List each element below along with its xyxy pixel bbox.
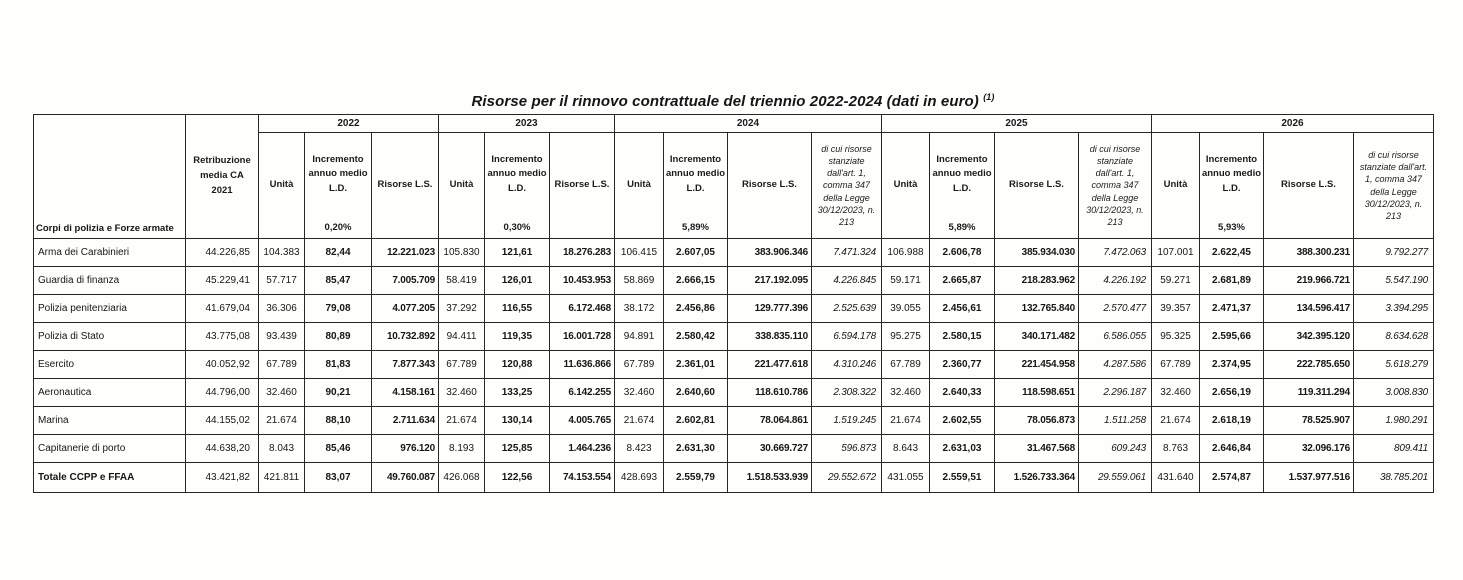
unita-header-2022: Unità xyxy=(259,133,305,239)
cell-unita-2023: 32.460 xyxy=(439,379,485,407)
row-label: Aeronautica xyxy=(34,379,186,407)
cell-risorse-2024: 217.192.095 xyxy=(728,267,812,295)
cell-risorse-2023: 1.464.236 xyxy=(550,435,615,463)
row-label: Guardia di finanza xyxy=(34,267,186,295)
cell-unita-2022: 67.789 xyxy=(259,351,305,379)
cell-risorse-2023: 10.453.953 xyxy=(550,267,615,295)
header-year-row xyxy=(34,115,1434,133)
dicui-header-2025: di cui risorse stanziate dall'art. 1, comma 347 della Legge 30/12/2023, n. 213 xyxy=(1079,133,1152,239)
table-row xyxy=(34,267,1434,295)
risorse-header-2026: Risorse L.S. xyxy=(1264,133,1354,239)
cell-incremento-2025: 2.580,15 xyxy=(930,323,995,351)
cell-unita-2024: 106.415 xyxy=(615,239,664,267)
cell-unita-2024: 32.460 xyxy=(615,379,664,407)
cell-risorse-2026: 119.311.294 xyxy=(1264,379,1354,407)
cell-incremento-2025: 2.640,33 xyxy=(930,379,995,407)
cell-dicui-2024: 6.594.178 xyxy=(812,323,882,351)
cell-dicui-2024: 2.525.639 xyxy=(812,295,882,323)
cell-incremento-2022: 81,83 xyxy=(305,351,372,379)
row-label: Polizia di Stato xyxy=(34,323,186,351)
cell-risorse-2024: 221.477.618 xyxy=(728,351,812,379)
cell-unita-2023: 426.068 xyxy=(439,463,485,493)
row-label: Totale CCPP e FFAA xyxy=(34,463,186,493)
cell-unita-2022: 93.439 xyxy=(259,323,305,351)
cell-dicui-2026: 3.394.295 xyxy=(1354,295,1434,323)
cell-retribuzione: 44.226,85 xyxy=(186,239,259,267)
table-head xyxy=(34,115,1434,239)
table-row xyxy=(34,239,1434,267)
cell-unita-2022: 57.717 xyxy=(259,267,305,295)
cell-incremento-2023: 122,56 xyxy=(485,463,550,493)
cell-unita-2025: 106.988 xyxy=(882,239,930,267)
cell-unita-2025: 32.460 xyxy=(882,379,930,407)
row-label: Marina xyxy=(34,407,186,435)
incremento-header-2023 xyxy=(485,133,550,239)
cell-unita-2025: 59.171 xyxy=(882,267,930,295)
dicui-header-2024: di cui risorse stanziate dall'art. 1, comma 347 della Legge 30/12/2023, n. 213 xyxy=(812,133,882,239)
cell-risorse-2026: 134.596.417 xyxy=(1264,295,1354,323)
incremento-percentage-2026: 5,93% xyxy=(1218,221,1245,233)
cell-risorse-2025: 385.934.030 xyxy=(995,239,1079,267)
cell-unita-2024: 8.423 xyxy=(615,435,664,463)
cell-unita-2022: 104.383 xyxy=(259,239,305,267)
cell-risorse-2023: 11.636.866 xyxy=(550,351,615,379)
cell-incremento-2022: 79,08 xyxy=(305,295,372,323)
corner-header-label: Corpi di polizia e Forze armate xyxy=(36,223,174,234)
cell-incremento-2025: 2.631,03 xyxy=(930,435,995,463)
cell-unita-2024: 67.789 xyxy=(615,351,664,379)
cell-incremento-2022: 85,47 xyxy=(305,267,372,295)
cell-incremento-2023: 126,01 xyxy=(485,267,550,295)
cell-unita-2026: 67.789 xyxy=(1152,351,1200,379)
cell-dicui-2024: 596.873 xyxy=(812,435,882,463)
cell-unita-2025: 431.055 xyxy=(882,463,930,493)
table-row-total xyxy=(34,463,1434,493)
footnote-marker: (1) xyxy=(983,92,995,102)
cell-incremento-2024: 2.580,42 xyxy=(664,323,728,351)
cell-unita-2025: 21.674 xyxy=(882,407,930,435)
cell-risorse-2022: 4.077.205 xyxy=(372,295,439,323)
cell-unita-2024: 21.674 xyxy=(615,407,664,435)
cell-risorse-2025: 1.526.733.364 xyxy=(995,463,1079,493)
risorse-header-2025: Risorse L.S. xyxy=(995,133,1079,239)
cell-risorse-2023: 16.001.728 xyxy=(550,323,615,351)
cell-incremento-2024: 2.631,30 xyxy=(664,435,728,463)
cell-dicui-2024: 29.552.672 xyxy=(812,463,882,493)
cell-retribuzione: 44.638,20 xyxy=(186,435,259,463)
cell-risorse-2024: 118.610.786 xyxy=(728,379,812,407)
table-row xyxy=(34,323,1434,351)
unita-header-2025: Unità xyxy=(882,133,930,239)
cell-risorse-2022: 976.120 xyxy=(372,435,439,463)
cell-risorse-2025: 340.171.482 xyxy=(995,323,1079,351)
year-header-2026: 2026 xyxy=(1152,115,1434,133)
cell-risorse-2024: 383.906.346 xyxy=(728,239,812,267)
cell-incremento-2022: 88,10 xyxy=(305,407,372,435)
cell-retribuzione: 44.155,02 xyxy=(186,407,259,435)
cell-dicui-2026: 5.547.190 xyxy=(1354,267,1434,295)
cell-incremento-2022: 85,46 xyxy=(305,435,372,463)
row-label: Esercito xyxy=(34,351,186,379)
cell-unita-2023: 21.674 xyxy=(439,407,485,435)
cell-unita-2022: 36.306 xyxy=(259,295,305,323)
cell-incremento-2024: 2.456,86 xyxy=(664,295,728,323)
cell-risorse-2026: 32.096.176 xyxy=(1264,435,1354,463)
cell-retribuzione: 40.052,92 xyxy=(186,351,259,379)
table-row xyxy=(34,295,1434,323)
unita-header-2023: Unità xyxy=(439,133,485,239)
cell-dicui-2026: 3.008.830 xyxy=(1354,379,1434,407)
cell-unita-2024: 94.891 xyxy=(615,323,664,351)
cell-unita-2024: 428.693 xyxy=(615,463,664,493)
cell-incremento-2026: 2.656,19 xyxy=(1200,379,1264,407)
cell-risorse-2022: 2.711.634 xyxy=(372,407,439,435)
cell-retribuzione: 45.229,41 xyxy=(186,267,259,295)
cell-unita-2023: 105.830 xyxy=(439,239,485,267)
cell-dicui-2026: 1.980.291 xyxy=(1354,407,1434,435)
cell-unita-2022: 8.043 xyxy=(259,435,305,463)
cell-retribuzione: 43.421,82 xyxy=(186,463,259,493)
cell-retribuzione: 43.775,08 xyxy=(186,323,259,351)
table-row xyxy=(34,407,1434,435)
year-header-2025: 2025 xyxy=(882,115,1152,133)
cell-risorse-2025: 118.598.651 xyxy=(995,379,1079,407)
cell-risorse-2025: 78.056.873 xyxy=(995,407,1079,435)
cell-risorse-2025: 31.467.568 xyxy=(995,435,1079,463)
cell-risorse-2022: 7.005.709 xyxy=(372,267,439,295)
row-label: Arma dei Carabinieri xyxy=(34,239,186,267)
cell-risorse-2025: 221.454.958 xyxy=(995,351,1079,379)
cell-incremento-2025: 2.665,87 xyxy=(930,267,995,295)
table-body xyxy=(34,239,1434,493)
cell-risorse-2026: 1.537.977.516 xyxy=(1264,463,1354,493)
cell-unita-2022: 32.460 xyxy=(259,379,305,407)
cell-unita-2025: 39.055 xyxy=(882,295,930,323)
year-header-2023: 2023 xyxy=(439,115,615,133)
cell-unita-2024: 38.172 xyxy=(615,295,664,323)
cell-unita-2026: 39.357 xyxy=(1152,295,1200,323)
cell-incremento-2025: 2.456,61 xyxy=(930,295,995,323)
cell-incremento-2023: 120,88 xyxy=(485,351,550,379)
cell-unita-2023: 67.789 xyxy=(439,351,485,379)
cell-dicui-2025: 4.287.586 xyxy=(1079,351,1152,379)
cell-unita-2026: 8.763 xyxy=(1152,435,1200,463)
cell-unita-2026: 59.271 xyxy=(1152,267,1200,295)
cell-incremento-2022: 80,89 xyxy=(305,323,372,351)
cell-incremento-2026: 2.618,19 xyxy=(1200,407,1264,435)
cell-dicui-2024: 4.310.246 xyxy=(812,351,882,379)
corner-header-cell xyxy=(34,115,186,239)
cell-incremento-2022: 83,07 xyxy=(305,463,372,493)
incremento-header-label: Incremento annuo medio L.D. xyxy=(308,154,368,194)
cell-risorse-2026: 222.785.650 xyxy=(1264,351,1354,379)
cell-incremento-2026: 2.622,45 xyxy=(1200,239,1264,267)
cell-incremento-2023: 130,14 xyxy=(485,407,550,435)
cell-risorse-2024: 338.835.110 xyxy=(728,323,812,351)
cell-incremento-2024: 2.607,05 xyxy=(664,239,728,267)
unita-header-2026: Unità xyxy=(1152,133,1200,239)
year-header-2024: 2024 xyxy=(615,115,882,133)
cell-incremento-2026: 2.681,89 xyxy=(1200,267,1264,295)
incremento-header-label: Incremento annuo medio L.D. xyxy=(932,154,992,194)
cell-risorse-2023: 6.142.255 xyxy=(550,379,615,407)
cell-dicui-2024: 2.308.322 xyxy=(812,379,882,407)
cell-risorse-2026: 388.300.231 xyxy=(1264,239,1354,267)
cell-incremento-2025: 2.559,51 xyxy=(930,463,995,493)
cell-unita-2026: 95.325 xyxy=(1152,323,1200,351)
cell-risorse-2026: 219.966.721 xyxy=(1264,267,1354,295)
table-row xyxy=(34,351,1434,379)
incremento-header-2026 xyxy=(1200,133,1264,239)
cell-incremento-2025: 2.602,55 xyxy=(930,407,995,435)
cell-risorse-2022: 12.221.023 xyxy=(372,239,439,267)
year-header-2022: 2022 xyxy=(259,115,439,133)
cell-dicui-2025: 4.226.192 xyxy=(1079,267,1152,295)
cell-risorse-2024: 78.064.861 xyxy=(728,407,812,435)
cell-dicui-2025: 29.559.061 xyxy=(1079,463,1152,493)
cell-risorse-2022: 4.158.161 xyxy=(372,379,439,407)
cell-unita-2023: 37.292 xyxy=(439,295,485,323)
cell-dicui-2024: 4.226.845 xyxy=(812,267,882,295)
incremento-header-2022 xyxy=(305,133,372,239)
cell-dicui-2026: 38.785.201 xyxy=(1354,463,1434,493)
table-row xyxy=(34,379,1434,407)
cell-unita-2025: 67.789 xyxy=(882,351,930,379)
cell-unita-2022: 421.811 xyxy=(259,463,305,493)
cell-unita-2022: 21.674 xyxy=(259,407,305,435)
dicui-header-2026: di cui risorse stanziate dall'art. 1, comma 347 della Legge 30/12/2023, n. 213 xyxy=(1354,133,1434,239)
cell-incremento-2023: 119,35 xyxy=(485,323,550,351)
unita-header-2024: Unità xyxy=(615,133,664,239)
cell-risorse-2026: 78.525.907 xyxy=(1264,407,1354,435)
cell-incremento-2024: 2.559,79 xyxy=(664,463,728,493)
row-label: Capitanerie di porto xyxy=(34,435,186,463)
cell-incremento-2022: 90,21 xyxy=(305,379,372,407)
cell-dicui-2026: 5.618.279 xyxy=(1354,351,1434,379)
cell-incremento-2025: 2.360,77 xyxy=(930,351,995,379)
cell-risorse-2023: 6.172.468 xyxy=(550,295,615,323)
cell-retribuzione: 44.796,00 xyxy=(186,379,259,407)
cell-unita-2026: 431.640 xyxy=(1152,463,1200,493)
cell-incremento-2026: 2.374,95 xyxy=(1200,351,1264,379)
risorse-header-2023: Risorse L.S. xyxy=(550,133,615,239)
cell-unita-2023: 94.411 xyxy=(439,323,485,351)
cell-dicui-2025: 6.586.055 xyxy=(1079,323,1152,351)
cell-risorse-2024: 129.777.396 xyxy=(728,295,812,323)
cell-unita-2025: 95.275 xyxy=(882,323,930,351)
cell-dicui-2025: 609.243 xyxy=(1079,435,1152,463)
risorse-header-2022: Risorse L.S. xyxy=(372,133,439,239)
incremento-header-label: Incremento annuo medio L.D. xyxy=(1201,154,1262,194)
incremento-header-label: Incremento annuo medio L.D. xyxy=(487,154,547,194)
cell-risorse-2022: 49.760.087 xyxy=(372,463,439,493)
cell-unita-2025: 8.643 xyxy=(882,435,930,463)
cell-unita-2023: 8.193 xyxy=(439,435,485,463)
cell-dicui-2025: 7.472.063 xyxy=(1079,239,1152,267)
cell-dicui-2024: 7.471.324 xyxy=(812,239,882,267)
incremento-percentage-2023: 0,30% xyxy=(503,221,531,233)
cell-incremento-2023: 116,55 xyxy=(485,295,550,323)
row-label: Polizia penitenziaria xyxy=(34,295,186,323)
incremento-percentage-2025: 5,89% xyxy=(948,221,976,233)
cell-dicui-2025: 2.296.187 xyxy=(1079,379,1152,407)
incremento-header-label: Incremento annuo medio L.D. xyxy=(665,154,726,194)
cell-incremento-2026: 2.646,84 xyxy=(1200,435,1264,463)
cell-unita-2026: 21.674 xyxy=(1152,407,1200,435)
cell-risorse-2025: 132.765.840 xyxy=(995,295,1079,323)
incremento-percentage-2024: 5,89% xyxy=(682,221,709,233)
table-row xyxy=(34,435,1434,463)
resources-table xyxy=(33,114,1434,493)
cell-dicui-2025: 2.570.477 xyxy=(1079,295,1152,323)
cell-unita-2024: 58.869 xyxy=(615,267,664,295)
cell-unita-2026: 107.001 xyxy=(1152,239,1200,267)
cell-incremento-2026: 2.574,87 xyxy=(1200,463,1264,493)
cell-incremento-2024: 2.666,15 xyxy=(664,267,728,295)
cell-incremento-2022: 82,44 xyxy=(305,239,372,267)
cell-risorse-2023: 18.276.283 xyxy=(550,239,615,267)
cell-dicui-2026: 9.792.277 xyxy=(1354,239,1434,267)
cell-incremento-2024: 2.602,81 xyxy=(664,407,728,435)
cell-incremento-2025: 2.606,78 xyxy=(930,239,995,267)
cell-risorse-2022: 10.732.892 xyxy=(372,323,439,351)
cell-incremento-2026: 2.595,66 xyxy=(1200,323,1264,351)
cell-dicui-2025: 1.511.258 xyxy=(1079,407,1152,435)
cell-incremento-2024: 2.640,60 xyxy=(664,379,728,407)
cell-risorse-2024: 1.518.533.939 xyxy=(728,463,812,493)
cell-incremento-2023: 133,25 xyxy=(485,379,550,407)
retribuzione-header: Retribuzione media CA 2021 xyxy=(186,115,259,239)
cell-dicui-2024: 1.519.245 xyxy=(812,407,882,435)
cell-dicui-2026: 809.411 xyxy=(1354,435,1434,463)
cell-dicui-2026: 8.634.628 xyxy=(1354,323,1434,351)
cell-risorse-2026: 342.395.120 xyxy=(1264,323,1354,351)
cell-risorse-2022: 7.877.343 xyxy=(372,351,439,379)
cell-unita-2023: 58.419 xyxy=(439,267,485,295)
risorse-header-2024: Risorse L.S. xyxy=(728,133,812,239)
cell-incremento-2026: 2.471,37 xyxy=(1200,295,1264,323)
incremento-percentage-2022: 0,20% xyxy=(324,221,352,233)
cell-incremento-2023: 121,61 xyxy=(485,239,550,267)
cell-risorse-2025: 218.283.962 xyxy=(995,267,1079,295)
cell-risorse-2023: 4.005.765 xyxy=(550,407,615,435)
cell-risorse-2023: 74.153.554 xyxy=(550,463,615,493)
page-title xyxy=(33,92,1433,110)
cell-incremento-2024: 2.361,01 xyxy=(664,351,728,379)
page-title-text: Risorse per il rinnovo contrattuale del triennio 2022-2024 (dati in euro) xyxy=(471,93,979,110)
incremento-header-2025 xyxy=(930,133,995,239)
cell-retribuzione: 41.679,04 xyxy=(186,295,259,323)
cell-unita-2026: 32.460 xyxy=(1152,379,1200,407)
cell-incremento-2023: 125,85 xyxy=(485,435,550,463)
incremento-header-2024 xyxy=(664,133,728,239)
cell-risorse-2024: 30.669.727 xyxy=(728,435,812,463)
